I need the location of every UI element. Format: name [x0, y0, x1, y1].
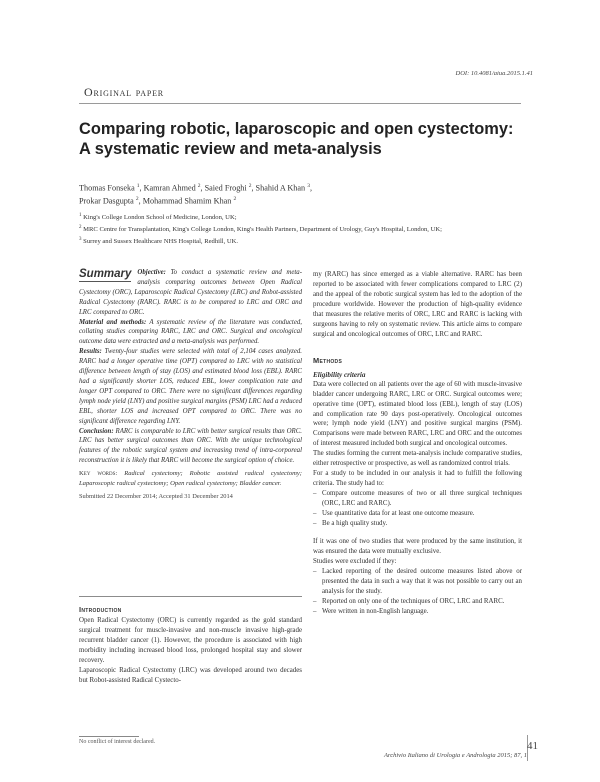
- paragraph: my (RARC) has since emerged as a viable alternative. RARC has been reported to be associated with fewer complications compared to LRC (2) and the appeal of the robotic surgical system has led to the adoption of the procedure worldwide. However the production of high-quality evidence that measures the relative merits of ORC, LRC and RARC is lacking with surgeons having to rely on systematic review. This article aims to compare surgical and oncological outcomes of ORC, LRC and RARC.: [313, 271, 522, 338]
- list-item: – Lacked reporting of the desired outcome measures listed above or presented the data in such a way that it was not possible to carry out an analysis for the study.: [313, 567, 522, 597]
- header-divider: [79, 103, 521, 104]
- author-separator: ,: [309, 183, 312, 193]
- keywords-text: Radical cystectomy; Robotic assisted radical cystectomy; Laparoscopic radical cystectomy; Open radical cystectomy; Bladder cancer.: [79, 470, 302, 487]
- affiliation: [79, 223, 529, 235]
- author-separator: ,: [138, 196, 143, 206]
- list-item: – Be a high quality study.: [313, 519, 522, 529]
- list-item: – Were written in non-English language.: [313, 607, 522, 617]
- objective-text: To conduct a systematic review and meta-analysis comparing outcomes between Open Radical Cystectomy (ORC), Laparoscopic Radical Cystectomy (LRC) and Robot-assisted Radical Cystectomy (RARC). RARC is to be compared to LRC and ORC and LRC compared to ORC.: [79, 269, 302, 316]
- author-separator: ,: [200, 183, 205, 193]
- affiliation: [79, 235, 529, 247]
- affiliation-text: Surrey and Sussex Healthcare NHS Hospital, Redhill, UK.: [83, 238, 239, 246]
- abstract-divider: [79, 596, 302, 597]
- footnote: No conflict of interest declared.: [79, 739, 156, 745]
- affiliation-text: MRC Centre for Transplantation, King's College London, King's Health Partners, Department of Urology, Guy's Hospital, London, UK;: [83, 226, 442, 234]
- keywords-label: Key words:: [79, 470, 118, 478]
- author-affiliation: 2: [248, 183, 252, 189]
- methods-heading: Methods: [313, 355, 343, 365]
- exclusion-criteria-list: [313, 567, 522, 617]
- paragraph: If it was one of two studies that were produced by the same institution, it was ensured the data were mutually exclusive.: [313, 537, 522, 555]
- paragraph: For a study to be included in our analysis it had to fulfill the following criteria. The study had to:: [313, 470, 522, 488]
- right-column-body: [313, 270, 522, 340]
- paragraph: The studies forming the current meta-analysis include comparative studies, either retrospective or prospective, as well as randomized control trials.: [313, 450, 522, 468]
- author-affiliation: 3: [307, 183, 310, 189]
- methods-label: Material and methods:: [79, 318, 147, 326]
- affiliation-number: 2: [79, 225, 82, 231]
- eligibility-heading: Eligibility criteria: [313, 370, 366, 379]
- right-column: [313, 270, 522, 617]
- keywords: [79, 469, 302, 488]
- paragraph: Laparoscopic Radical Cystectomy (LRC) was developed around two decades but Robot-assisted Radical Cystecto-: [79, 666, 302, 684]
- author: Shahid A Khan: [255, 183, 306, 193]
- author-affiliation: 2: [233, 196, 237, 203]
- introduction-section: [79, 605, 302, 686]
- abstract: [79, 268, 302, 500]
- author-affiliation: 2: [197, 183, 201, 189]
- affiliation-number: 3: [79, 237, 82, 243]
- conclusion-label: Conclusion:: [79, 427, 114, 435]
- inclusion-criteria-list: [313, 489, 522, 529]
- list-item: – Reported on only one of the techniques of ORC, LRC and RARC.: [313, 597, 522, 607]
- section-label: Original paper: [84, 85, 164, 99]
- doi: DOI: 10.4081/aiua.2015.1.41: [455, 70, 533, 77]
- affiliation-text: King's College London School of Medicine, London, UK;: [83, 214, 237, 222]
- affiliation-list: [79, 211, 529, 247]
- list-item: – Compare outcome measures of two or all three surgical techniques (ORC, LRC and RARC).: [313, 489, 522, 509]
- title-line-2: A systematic review and meta-analysis: [79, 139, 382, 158]
- paragraph: Data were collected on all patients over the age of 60 with muscle-invasive bladder cancer undergoing RARC, LRC or ORC. Surgical outcomes were; operative time (OPT), estimated blood loss (EBL), length of stay (LOS) and complication rate 90 days post-operatively. Oncological outcomes were; lymph node yield (LNY) and positive surgical margins (PSM). Comparisons were made between RARC, LRC and ORC and the outcomes of interest measured included both surgical and oncological outcomes.: [313, 380, 522, 448]
- introduction-heading: Introduction: [79, 605, 122, 614]
- introduction-body: [79, 616, 302, 686]
- author: Saied Froghi: [204, 183, 247, 193]
- list-item: – Use quantitative data for at least one outcome measure.: [313, 509, 522, 519]
- author-affiliation: 1: [136, 183, 140, 189]
- footnote-divider: [79, 736, 139, 737]
- journal-citation: Archivio Italiano di Urologia e Andrologia 2015; 87, 1: [383, 752, 527, 759]
- results-label: Results:: [79, 348, 102, 356]
- author-affiliation: 2: [135, 196, 139, 203]
- methods-text: A systematic review of the literature was conducted, collating studies comparing RARC, LRC and ORC. Surgical and oncological outcome data were extracted and a meta-analysis was performed.: [79, 318, 302, 346]
- summary-heading: Summary: [79, 268, 132, 280]
- author: Thomas Fonseka: [79, 183, 135, 193]
- author: Prokar Dasgupta: [79, 196, 134, 206]
- article-title: [79, 120, 529, 159]
- results-text: Twenty-four studies were selected with total of 2,104 cases analyzed. RARC had a longer operative time (OPT) compared to LRC with no statistical difference between length of stay (LOS) and estimated blood loss (EBL). RARC had a significantly shorter LOS, reduced EBL, lower complication rate and longer OPT compared to ORC. There were no significant differences regarding lymph node yield (LNY) and positive surgical margins (PSM) LRC had a reduced EBL, shorter LOS and increased OPT compared to ORC. There was no significant difference regarding LNY.: [79, 348, 302, 425]
- author-line-1: [79, 181, 519, 194]
- author: Mohammad Shamim Khan: [142, 196, 232, 206]
- objective-label: Objective:: [137, 269, 166, 276]
- conclusion-text: RARC is comparable to LRC with better surgical results than ORC. LRC has better surgical outcomes than ORC. With the unique technological features of the robotic surgical system and increasing trend of intra-corporeal reconstruction it is likely that RARC will become the surgical option of choice.: [79, 427, 303, 465]
- submission-dates: Submitted 22 December 2014; Accepted 31 December 2014: [79, 493, 233, 501]
- affiliation: [79, 211, 529, 223]
- paragraph: Open Radical Cystectomy (ORC) is currently regarded as the gold standard surgical treatment for muscle-invasive and non-muscle invasive high-grade recurrent bladder cancer (1). However, the procedure is associated with high morbidity including increased blood loss, prolonged hospital stay and slower recovery.: [79, 617, 302, 664]
- author: Kamran Ahmed: [143, 183, 196, 193]
- abstract-body: [79, 268, 302, 466]
- author-separator: ,: [251, 183, 256, 193]
- author-separator: ,: [139, 183, 144, 193]
- page-number: 41: [527, 740, 538, 752]
- author-line-2: [79, 194, 519, 207]
- title-line-1: Comparing robotic, laparoscopic and open cystectomy:: [79, 120, 514, 138]
- affiliation-number: 1: [79, 213, 82, 218]
- paragraph: Studies were excluded if they:: [313, 557, 397, 565]
- author-list: [79, 181, 519, 207]
- eligibility-body: [313, 380, 522, 617]
